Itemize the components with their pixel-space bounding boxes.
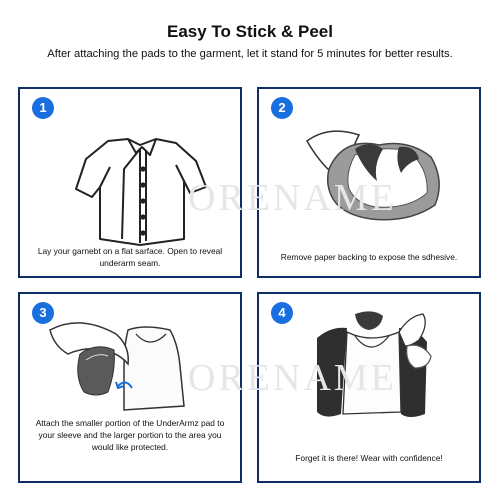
watermark-text: ORENAME [188,357,397,399]
step-number-badge: 2 [271,97,293,119]
step-number-badge: 4 [271,302,293,324]
watermark-text: ORENAME [188,177,397,219]
step-panel-4 [257,292,481,483]
page-subtitle: After attaching the pads to the garment, let it stand for 5 minutes for better results. [47,48,453,60]
step-caption: Remove paper backing to expose the sdhesive. [280,252,458,262]
step-panel-3 [18,292,242,483]
step-caption: Attach the smaller portion of the UnderArmz pad to your sleeve and the larger portion to the area you would like protected. [35,418,225,452]
step-number-badge: 1 [32,97,54,119]
page-title: Easy To Stick & Peel [167,22,333,41]
step-caption: Lay your garnebt on a flat sarface. Open to reveal underarm seam. [37,246,223,268]
step-panel-1 [18,87,242,278]
step-caption: Forget it is there! Wear with confidence! [295,453,443,463]
pad-peel-illustration [259,89,479,276]
step-number-badge: 3 [32,302,54,324]
step-panel-2 [257,87,481,278]
